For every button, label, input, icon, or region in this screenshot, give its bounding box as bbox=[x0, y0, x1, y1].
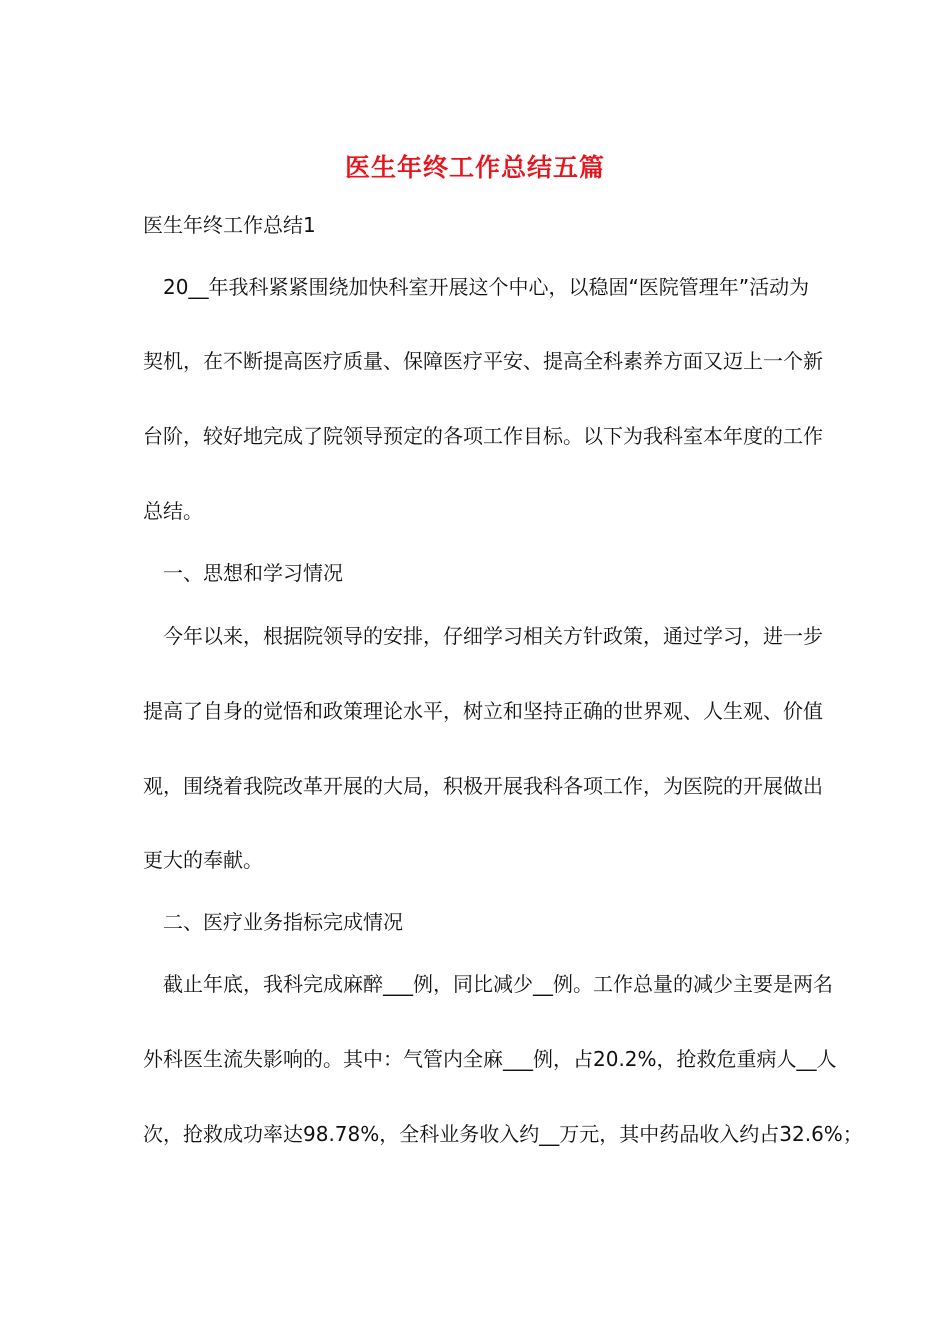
document-subtitle: 医生年终工作总结1 bbox=[143, 213, 316, 237]
section-1-line-4: 更大的奉献。 bbox=[143, 848, 263, 872]
section-2-line-3: 次，抢救成功率达98.78%，全科业务收入约__万元，其中药品收入约占32.6%； bbox=[143, 1122, 863, 1146]
section-2-line-2: 外科医生流失影响的。其中：气管内全麻___例，占20.2%，抢救危重病人__人 bbox=[143, 1047, 837, 1071]
intro-line-1: 20__年我科紧紧围绕加快科室开展这个中心，以稳固“医院管理年”活动为 bbox=[163, 275, 810, 299]
section-1-line-2: 提高了自身的觉悟和政策理论水平，树立和坚持正确的世界观、人生观、价值 bbox=[143, 699, 823, 723]
document-title: 医生年终工作总结五篇 bbox=[344, 153, 605, 182]
intro-line-2: 契机，在不断提高医疗质量、保障医疗平安、提高全科素养方面又迈上一个新 bbox=[143, 349, 823, 373]
section-1-line-3: 观，围绕着我院改革开展的大局，积极开展我科各项工作，为医院的开展做出 bbox=[143, 774, 823, 798]
intro-line-4: 总结。 bbox=[143, 499, 203, 523]
section-1-line-1: 今年以来，根据院领导的安排，仔细学习相关方针政策，通过学习，进一步 bbox=[163, 624, 823, 648]
section-2-line-1: 截止年底，我科完成麻醉___例，同比减少__例。工作总量的减少主要是两名 bbox=[163, 972, 833, 996]
intro-line-3: 台阶，较好地完成了院领导预定的各项工作目标。以下为我科室本年度的工作 bbox=[143, 424, 823, 448]
section-2-heading: 二、医疗业务指标完成情况 bbox=[163, 910, 403, 934]
section-1-heading: 一、思想和学习情况 bbox=[163, 561, 343, 585]
